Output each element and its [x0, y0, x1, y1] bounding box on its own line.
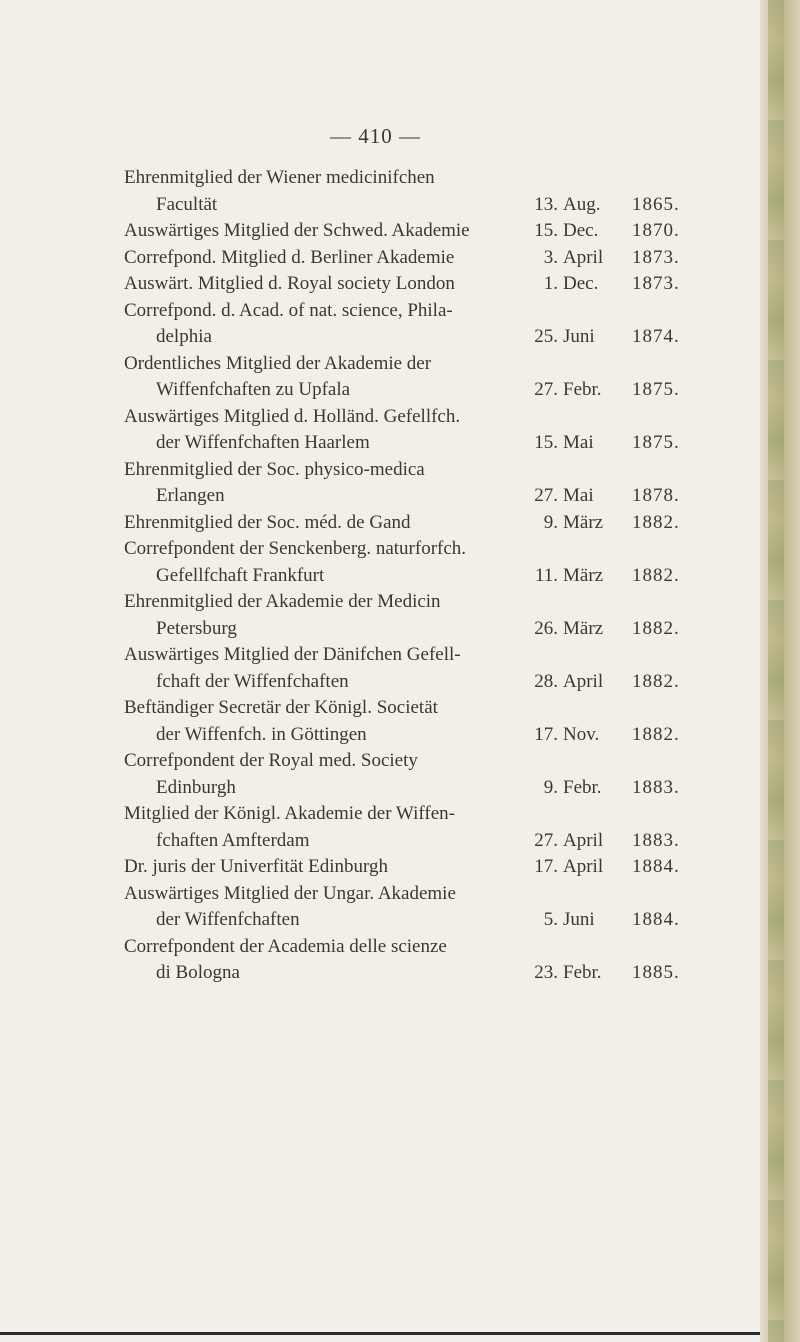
entry-title: Beftändiger Secretär der Königl. Societät — [124, 697, 438, 718]
entry-day: 27. — [534, 485, 558, 506]
entry-year: 1884. — [632, 909, 680, 930]
entry-year: 1885. — [632, 962, 680, 983]
entry-line — [124, 245, 724, 272]
entry-day: 17. — [534, 856, 558, 877]
entry-year: 1882. — [632, 617, 680, 639]
entry-month: März — [563, 617, 604, 639]
entry-month: April — [563, 246, 604, 268]
entry-line — [124, 430, 724, 457]
entry-line — [124, 642, 724, 669]
entry-line — [124, 775, 724, 802]
entry-month: April — [563, 856, 604, 877]
page-number: — 410 — — [330, 124, 421, 148]
entry-title: Correfpondent der Senckenberg. naturforfch. — [124, 538, 467, 559]
entry-line — [124, 589, 724, 616]
entry-line — [124, 934, 724, 961]
entry-day: 25. — [534, 326, 558, 347]
entry-month: Febr. — [563, 962, 602, 983]
entry-line — [124, 828, 724, 855]
entry-title: Petersburg — [156, 617, 237, 639]
entry-day: 23. — [534, 962, 558, 983]
entry-month: Dec. — [563, 273, 599, 294]
entry-line — [124, 907, 724, 934]
entry-day: 26. — [534, 617, 558, 639]
entry-title: di Bologna — [156, 962, 240, 983]
entry-title: der Wiffenfchaften Haarlem — [156, 432, 370, 453]
entry-line — [124, 960, 724, 987]
entry-title: Correfpond. d. Acad. of nat. science, Phila- — [124, 299, 453, 321]
entry-year: 1873. — [632, 273, 680, 294]
entry-line — [124, 695, 724, 722]
entry-year: 1884. — [632, 856, 680, 877]
entry-line — [124, 377, 724, 404]
entry-year: 1882. — [632, 564, 680, 586]
entry-year: 1875. — [632, 432, 680, 453]
entry-month: April — [563, 829, 604, 851]
entry-title: Dr. juris der Univerfität Edinburgh — [124, 856, 389, 877]
entry-line — [124, 271, 724, 298]
entry-title: Facultät — [156, 193, 218, 215]
entry-line — [124, 563, 724, 590]
entry-day: 11. — [534, 564, 558, 586]
entry-line — [124, 404, 724, 431]
entry-year: 1878. — [632, 485, 680, 506]
entry-month: Febr. — [563, 379, 602, 400]
entry-day: 5. — [543, 909, 558, 930]
entry-year: 1874. — [632, 326, 680, 347]
entry-line — [124, 218, 724, 245]
entry-line — [124, 669, 724, 696]
entry-line — [124, 324, 724, 351]
entry-title: Mitglied der Königl. Akademie der Wiffen- — [124, 803, 455, 824]
entry-year: 1883. — [632, 829, 680, 851]
entry-month: Dec. — [563, 220, 599, 241]
entry-line — [124, 616, 724, 643]
entry-title: Correfpondent der Academia delle scienze — [124, 935, 447, 957]
entry-month: Febr. — [563, 776, 602, 798]
entry-line — [124, 854, 724, 881]
entry-line — [124, 510, 724, 537]
entry-title: Correfpondent der Royal med. Society — [124, 750, 418, 771]
entry-title: Correfpond. Mitglied d. Berliner Akademie — [124, 246, 455, 268]
entry-title: Ehrenmitglied der Akademie der Medicin — [124, 591, 441, 612]
entry-title: delphia — [156, 326, 212, 347]
scan-border — [0, 1332, 760, 1335]
entry-day: 27. — [534, 379, 558, 400]
book-cover-edge — [768, 0, 784, 1342]
entry-title: Ordentliches Mitglied der Akademie der — [124, 352, 432, 374]
entry-day: 13. — [534, 193, 558, 215]
entry-year: 1883. — [632, 776, 680, 798]
entry-month: Nov. — [563, 723, 600, 745]
entry-title: fchaft der Wiffenfchaften — [156, 670, 349, 692]
entry-line — [124, 298, 724, 325]
entry-line — [124, 192, 724, 219]
entry-line — [124, 165, 724, 192]
entry-title: Auswärtiges Mitglied der Ungar. Akademie — [124, 882, 456, 904]
entry-line — [124, 801, 724, 828]
entry-day: 28. — [534, 670, 558, 692]
entry-title: Erlangen — [156, 485, 225, 506]
entry-month: Mai — [563, 432, 594, 453]
entry-day: 9. — [543, 776, 558, 798]
entry-month: Mai — [563, 485, 594, 506]
entry-year: 1870. — [632, 220, 680, 241]
entry-month: Juni — [563, 909, 595, 930]
entry-title: Ehrenmitglied der Soc. physico-medica — [124, 458, 425, 480]
entry-line — [124, 881, 724, 908]
entry-month: März — [563, 564, 604, 586]
entry-day: 1. — [543, 273, 558, 294]
entry-title: Auswärt. Mitglied d. Royal society London — [124, 273, 455, 294]
entry-line — [124, 351, 724, 378]
entry-day: 15. — [534, 220, 558, 241]
entry-line — [124, 748, 724, 775]
entry-year: 1865. — [632, 193, 680, 215]
entry-month: Juni — [563, 326, 595, 347]
entry-title: der Wiffenfchaften — [156, 909, 300, 930]
entry-title: Gefellfchaft Frankfurt — [156, 564, 325, 586]
entry-line — [124, 457, 724, 484]
entry-month: Aug. — [563, 193, 601, 215]
honors-list — [124, 165, 724, 987]
entry-day: 17. — [534, 723, 558, 745]
entry-year: 1882. — [632, 723, 680, 745]
entry-title: Edinburgh — [156, 776, 236, 798]
entry-line — [124, 536, 724, 563]
entry-month: März — [563, 511, 604, 533]
entry-day: 9. — [543, 511, 558, 533]
entry-month: April — [563, 670, 604, 692]
entry-day: 27. — [534, 829, 558, 851]
entry-title: Ehrenmitglied der Soc. méd. de Gand — [124, 511, 411, 533]
entry-title: fchaften Amfterdam — [156, 829, 310, 851]
entry-title: Ehrenmitglied der Wiener medicinifchen — [124, 167, 435, 188]
entry-title: Auswärtiges Mitglied d. Holländ. Gefellfch. — [124, 405, 461, 427]
entry-line — [124, 483, 724, 510]
entry-year: 1875. — [632, 379, 680, 400]
entry-title: Wiffenfchaften zu Upfala — [156, 379, 351, 400]
entry-title: der Wiffenfch. in Göttingen — [156, 723, 367, 745]
entry-title: Auswärtiges Mitglied der Dänifchen Gefell- — [124, 644, 461, 665]
entry-year: 1882. — [632, 670, 680, 692]
entry-day: 3. — [543, 246, 558, 268]
entry-year: 1882. — [632, 511, 680, 533]
entry-line — [124, 722, 724, 749]
entry-title: Auswärtiges Mitglied der Schwed. Akademie — [124, 220, 470, 241]
entry-day: 15. — [534, 432, 558, 453]
entry-year: 1873. — [632, 246, 680, 268]
